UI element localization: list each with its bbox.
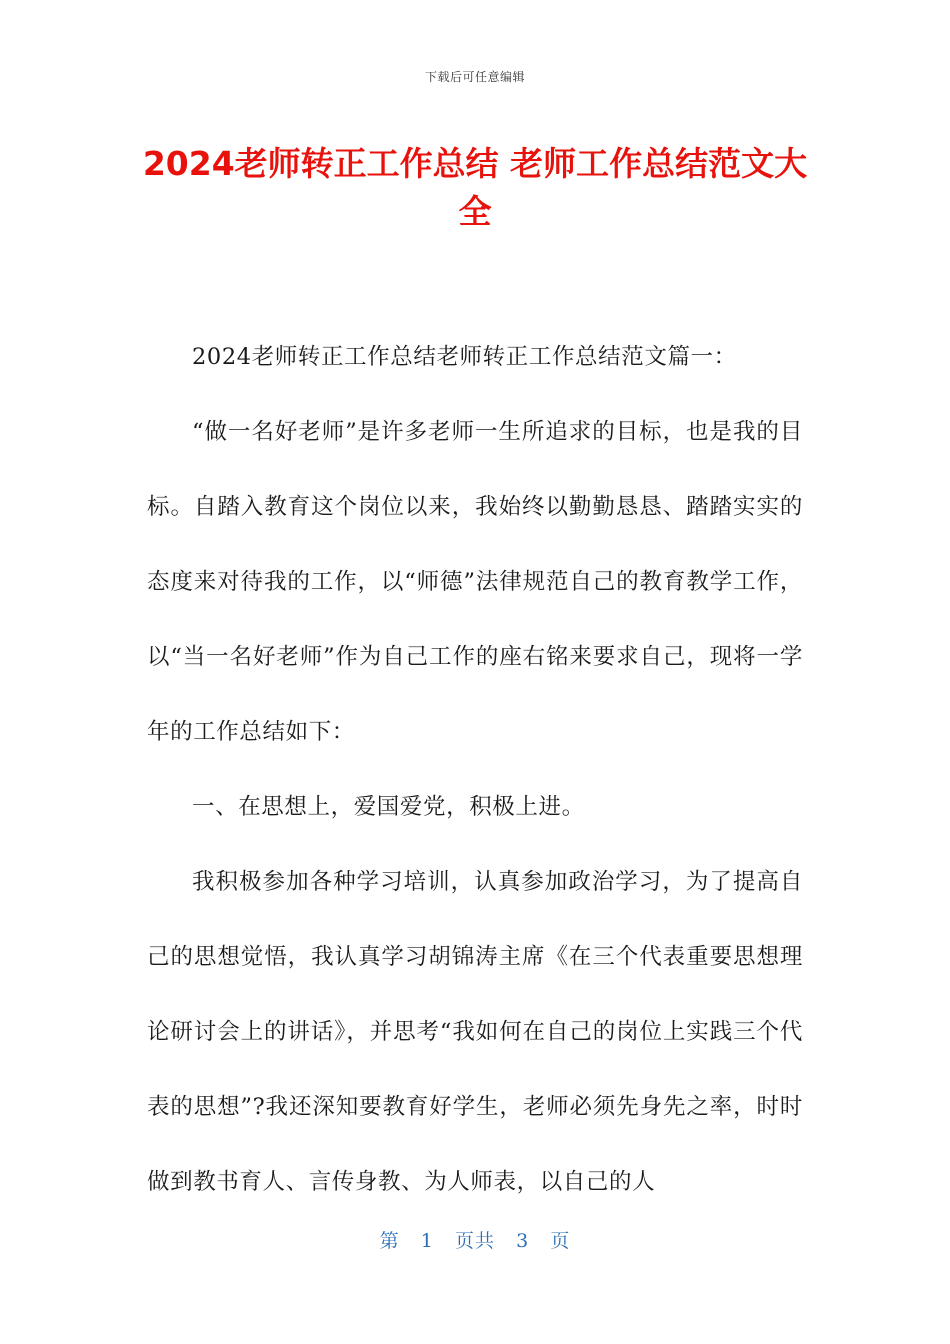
document-body xyxy=(147,320,803,1220)
footer-prefix: 第 xyxy=(379,1230,400,1252)
paragraph: “做一名好老师”是许多老师一生所追求的目标，也是我的目标。自踏入教育这个岗位以来，我始终以勤勤恳恳、踏踏实实的态度来对待我的工作，以“师德”法律规范自己的教育教学工作，以“当一名好老师”作为自己工作的座右铭来要求自己，现将一学年的工作总结如下： xyxy=(147,419,803,745)
current-page-number: 1 xyxy=(420,1230,434,1252)
section-heading: 一、在思想上，爱国爱党，积极上进。 xyxy=(192,794,585,820)
document-title: 2024老师转正工作总结 老师工作总结范文大全 xyxy=(142,144,808,231)
page-footer xyxy=(0,1226,950,1253)
paragraph: 我积极参加各种学习培训，认真参加政治学习，为了提高自己的思想觉悟，我认真学习胡锦涛主席《在三个代表重要思想理论研讨会上的讲话》，并思考“我如何在自己的岗位上实践三个代表的思想”?我还深知要教育好学生，老师必须先身先之率，时时做到教书育人、言传身教、为人师表，以自己的人 xyxy=(147,869,803,1195)
footer-suffix: 页 xyxy=(550,1230,571,1252)
header-note: 下载后可任意编辑 xyxy=(424,70,525,84)
paragraph-heading: 2024老师转正工作总结老师转正工作总结范文篇一： xyxy=(192,344,737,370)
footer-middle: 页共 xyxy=(454,1230,495,1252)
total-page-number: 3 xyxy=(516,1230,530,1252)
